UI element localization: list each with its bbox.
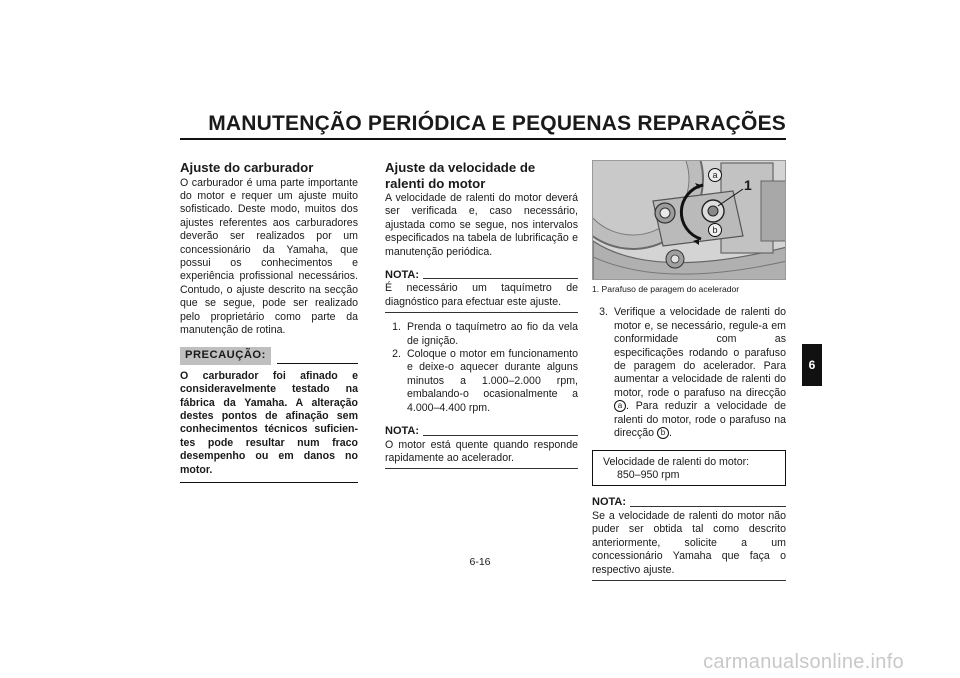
caution-header bbox=[180, 347, 358, 364]
step-number: 1. bbox=[392, 321, 401, 334]
step-text bbox=[614, 306, 786, 440]
step-text: Prenda o taquímetro ao fio da vela de ignição. bbox=[407, 321, 578, 347]
step-text: Coloque o motor em funcionamento e deixe-o aquecer durante alguns minutos a 1.000–2.000 rpm, embalando-o ocasionalmente a 4.000–4.400 rpm. bbox=[407, 348, 578, 414]
throttle-stop-screw-figure bbox=[592, 160, 786, 280]
caution-text: O carburador foi afinado e consideravelmente testado na fábrica da Yamaha. A alteração destes pontos de afinação sem conhecimentos técnicos suficientes pode resultar num fraco desempenho ou em danos no motor. bbox=[180, 370, 358, 483]
callout-1: 1 bbox=[744, 177, 752, 193]
carburetor-paragraph: O carburador é uma parte importante do motor e requer um ajuste muito sofisticado. Deste modo, muitos dos ajustes referentes aos carburadores deverão ser realizados por um concessionário da Yamaha, que possui os conhecimentos e experiência profissional necessários. Contudo, o ajuste descrito na secção que se segue, pode ser realizado pelo proprietário como parte da manutenção de rotina. bbox=[180, 176, 358, 336]
list-item bbox=[385, 348, 578, 415]
callout-b: b bbox=[708, 223, 722, 237]
idle-speed-paragraph: A velocidade de ralenti do motor deverá ser verificada e, caso necessário, ajustada como se segue, nos intervalos especificados na tabela de lubrificação e manutenção periódica. bbox=[385, 192, 578, 258]
steps-list-continued bbox=[592, 306, 786, 440]
step-3-text-part-2: . Para reduzir a velocidade de ralenti do motor, rode o parafuso na direcção bbox=[614, 400, 786, 440]
steps-list bbox=[385, 321, 578, 415]
step-number: 3. bbox=[599, 306, 608, 319]
note-1-header bbox=[385, 269, 578, 282]
list-item bbox=[592, 306, 786, 440]
note-3-label: NOTA: bbox=[592, 496, 627, 509]
note-2-label: NOTA: bbox=[385, 425, 420, 438]
note-1-label: NOTA: bbox=[385, 269, 420, 282]
note-3-rule bbox=[630, 506, 786, 507]
title-rule bbox=[180, 138, 786, 140]
column-adjustment bbox=[592, 160, 786, 581]
idle-speed-heading: Ajuste da velocidade de ralenti do motor bbox=[385, 160, 536, 191]
column-idle-speed bbox=[385, 160, 578, 469]
idle-speed-spec-box bbox=[592, 450, 786, 486]
column-carburetor bbox=[180, 160, 358, 483]
spec-label: Velocidade de ralenti do motor: bbox=[603, 456, 750, 469]
callout-a: a bbox=[708, 168, 722, 182]
chapter-tab: 6 bbox=[802, 344, 822, 386]
step-3-text-part-1: Verifique a velocidade de ralenti do motor e, se necessário, regule-a em conformidade com as especificações rodando o parafuso de paragem do acelerador. Para aumentar a velocidade de ralenti do motor, rode o parafuso na direcção bbox=[614, 306, 786, 399]
engine-illustration bbox=[593, 161, 786, 280]
step-3-text-end: . bbox=[669, 427, 672, 440]
note-2-text: O motor está quente quando responde rapidamente ao acelerador. bbox=[385, 439, 578, 470]
note-1-rule bbox=[423, 278, 578, 279]
note-1-text: É necessário um taquímetro de diagnóstico para efectuar este ajuste. bbox=[385, 282, 578, 313]
spec-value: 850–950 rpm bbox=[617, 469, 680, 482]
figure-caption: 1. Parafuso de paragem do acelerador bbox=[592, 284, 740, 294]
note-3-header bbox=[592, 496, 786, 509]
page-number: 6-16 bbox=[469, 556, 491, 568]
step-number: 2. bbox=[392, 348, 401, 361]
note-2-rule bbox=[423, 435, 578, 436]
page-title: MANUTENÇÃO PERIÓDICA E PEQUENAS REPARAÇÕES bbox=[208, 112, 786, 135]
direction-b-marker: b bbox=[657, 427, 669, 439]
carburetor-heading: Ajuste do carburador bbox=[180, 160, 314, 175]
note-3-text: Se a velocidade de ralenti do motor não puder ser obtida tal como descrito anteriormente, solicite a um concessionário Yamaha que faça o respectivo ajuste. bbox=[592, 510, 786, 581]
direction-a-marker: a bbox=[614, 400, 626, 412]
watermark: carmanualsonline.info bbox=[703, 651, 904, 673]
note-2-header bbox=[385, 425, 578, 438]
caution-label: PRECAUÇÃO: bbox=[180, 347, 271, 364]
caution-rule bbox=[277, 362, 358, 364]
list-item bbox=[385, 321, 578, 348]
